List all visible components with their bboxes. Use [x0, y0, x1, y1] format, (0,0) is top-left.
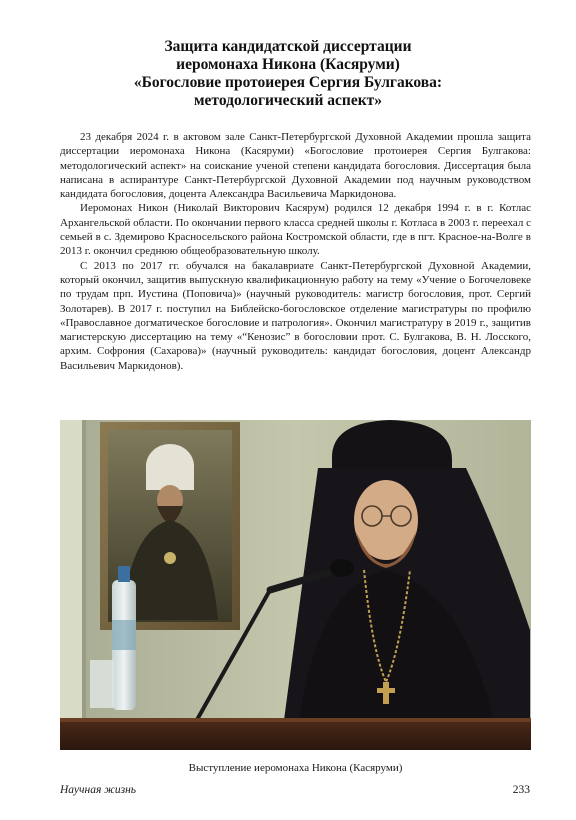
title-line-2: иеромонаха Никона (Касяруми) — [176, 56, 400, 73]
title-line-3: «Богословие протоиерея Сергия Булгакова: — [133, 74, 443, 91]
journal-section-name: Научная жизнь — [60, 784, 137, 796]
article-body — [60, 130, 531, 373]
article-photo — [60, 420, 531, 750]
title-line-1: Защита кандидатской диссертации — [164, 38, 412, 55]
title-line-4: методологический аспект» — [193, 92, 383, 109]
paragraph-3: С 2013 по 2017 гг. обучался на бакалавриате Санкт-Петербургской Духовной Академии, который окончил, защитив выпускную квалификационную работу на тему «Учение о Богочеловеке по трудам прп. Иустина (Поповича)» (научный руководитель: магистр богословия, прот. Сергий Золотарев). В 2017 г. поступил на Библейско-богословское отделение магистратуры по профилю «Православное догматическое богословие и патрология». Окончил магистратуру в 2019 г., защитив магистерскую диссертацию на тему «“Кенозис” в богословии прот. С. Булгакова, В. Н. Лосского, архим. Софрония (Сахарова)» (научный руководитель: кандидат богословия, доцент Александр Васильевич Маркидонов). — [60, 259, 531, 372]
page-number: 233 — [512, 784, 530, 796]
photo-caption: Выступление иеромонаха Никона (Касяруми) — [188, 762, 403, 774]
paragraph-2: Иеромонах Никон (Николай Викторович Касярум) родился 12 декабря 1994 г. в г. Котлас Архангельской области. По окончании первого класса средней школы г. Котласа в 2003 г. переехал с семьей в с. Здемирово Красносельского района Костромской области, где в пгт. Красное-на-Волге в 2013 г. окончил среднюю общеобразовательную школу. — [60, 202, 531, 258]
article-title — [60, 38, 516, 110]
paragraph-1: 23 декабря 2024 г. в актовом зале Санкт-Петербургской Духовной Академии прошла защита диссертации иеромонаха Никона (Касяруми) «Богословие протоиерея Сергия Булгакова: методологический аспект» на соискание ученой степени кандидата богословия. Диссертация была написана в аспирантуре Санкт-Петербургской Духовной Академии под научным руководством кандидата богословия, доцента Александра Васильевича Маркидонова. — [60, 131, 531, 201]
